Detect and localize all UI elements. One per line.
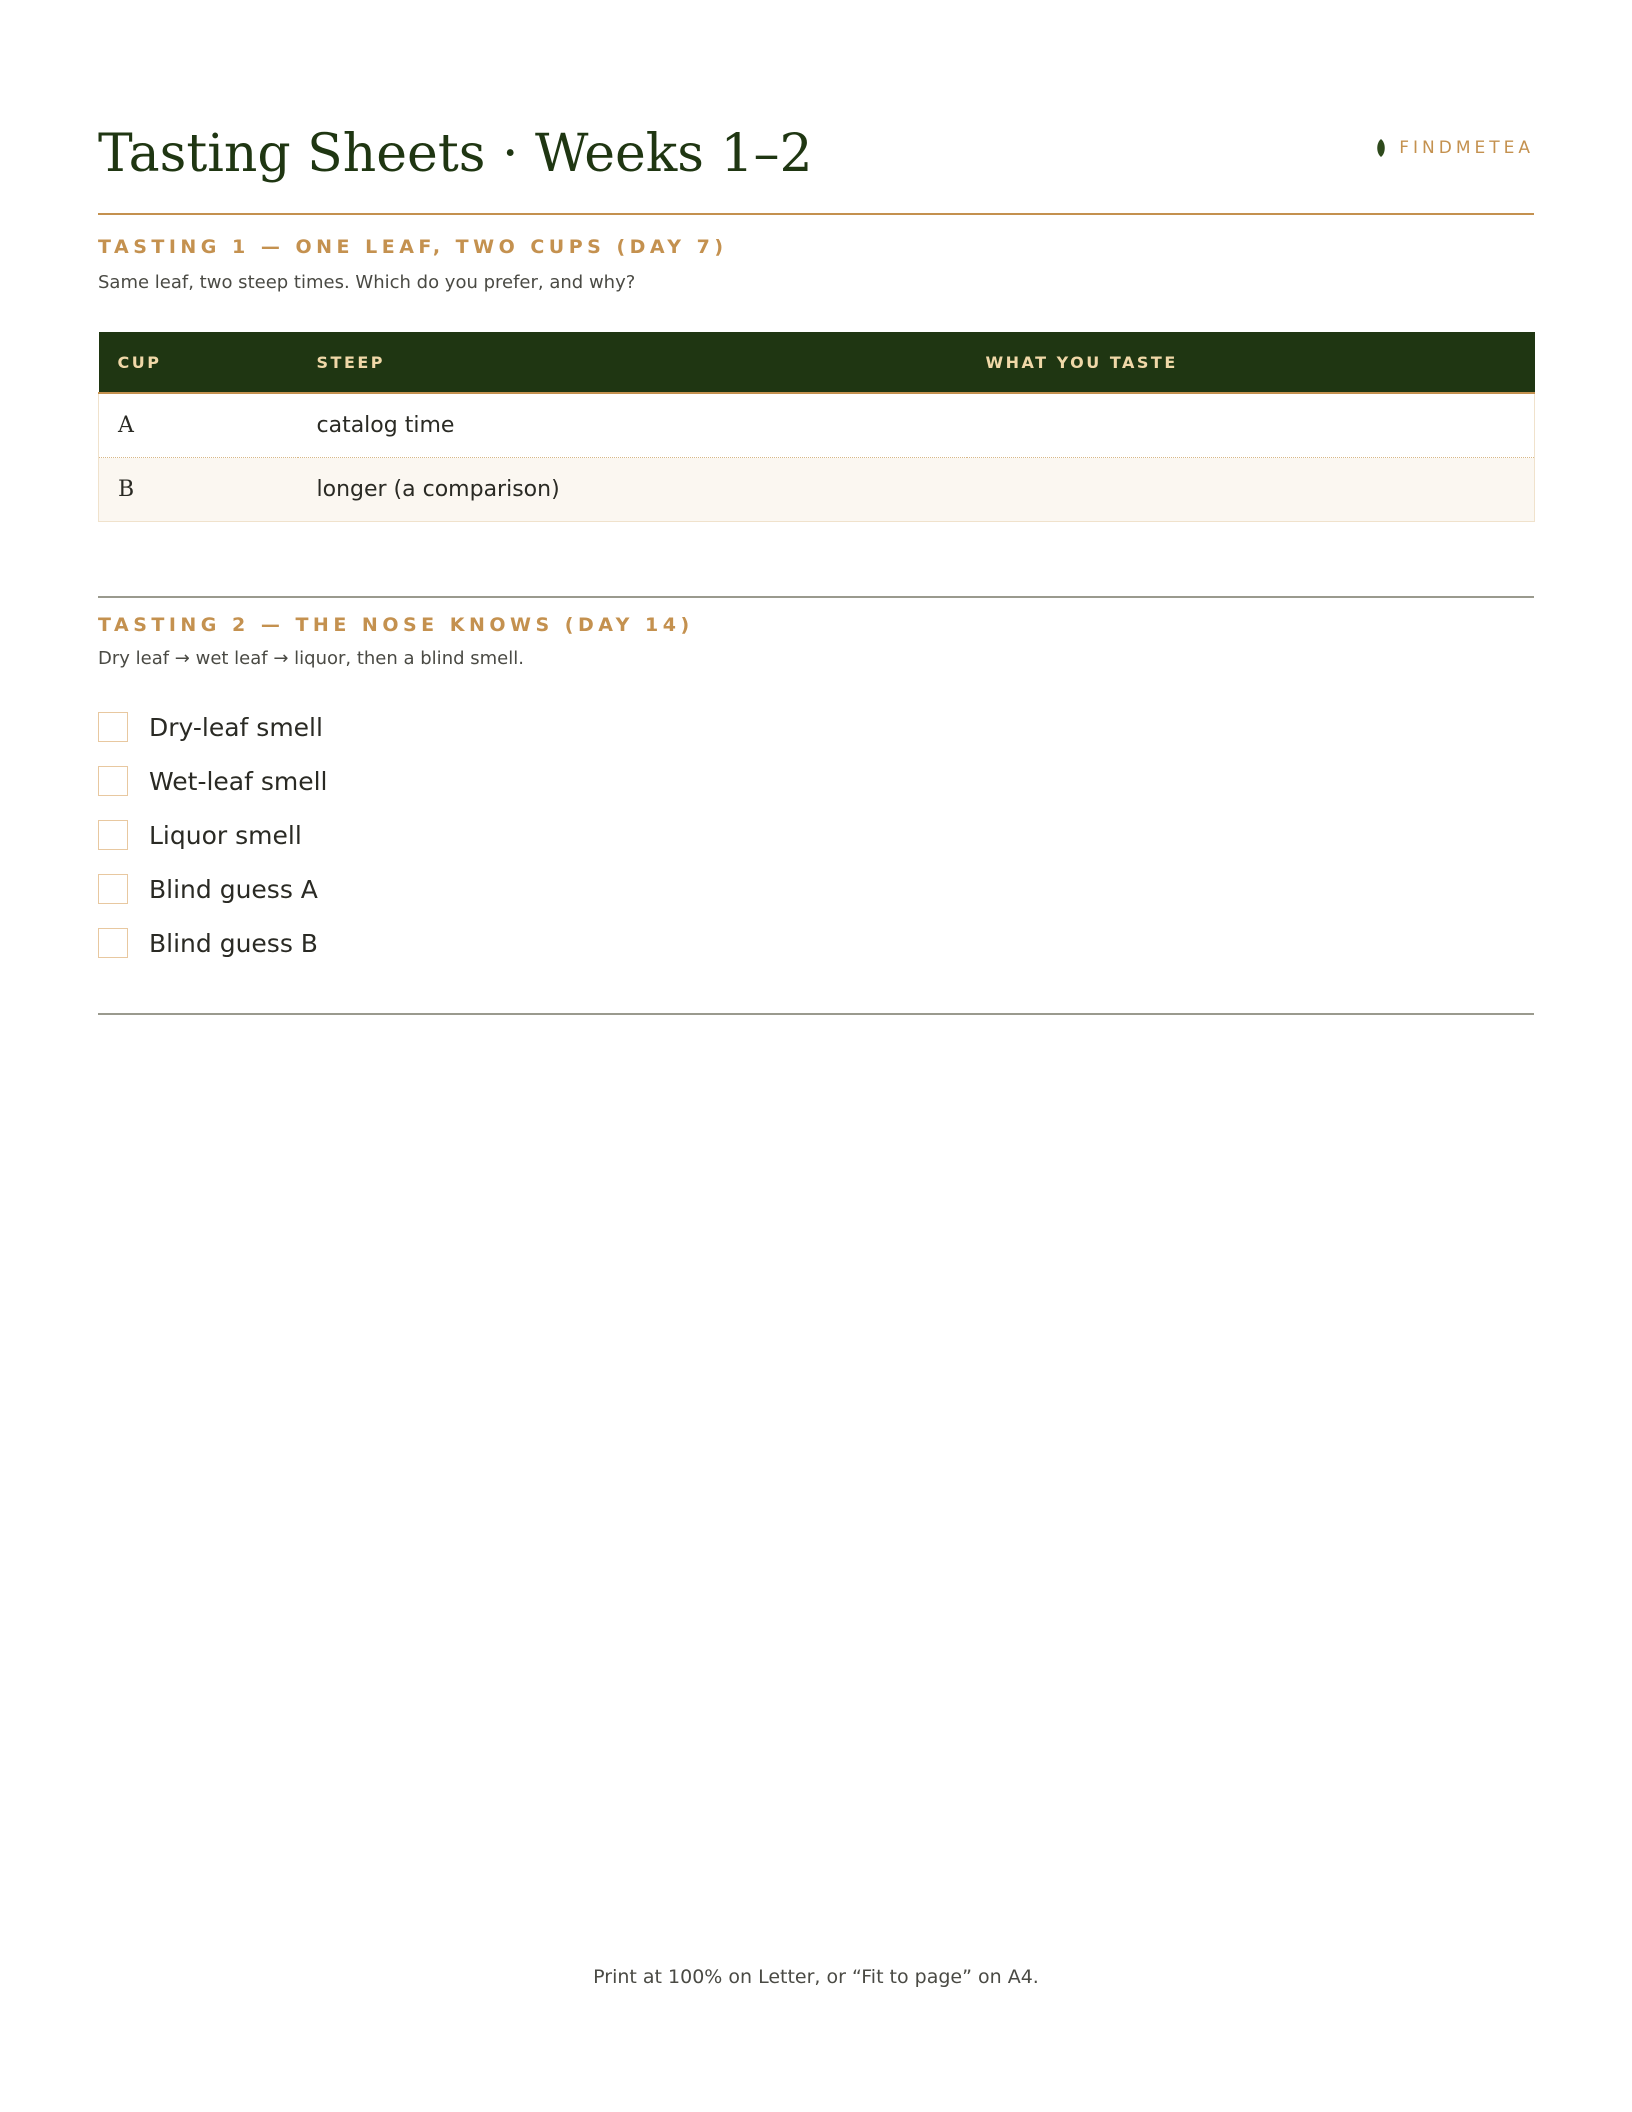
tasting-2-description: Dry leaf → wet leaf → liquor, then a blind smell. bbox=[98, 648, 524, 669]
steep-cell: longer (a comparison) bbox=[298, 458, 967, 522]
checklist-label: Dry-leaf smell bbox=[149, 712, 323, 742]
leaf-icon bbox=[1375, 139, 1387, 157]
section-divider bbox=[98, 596, 1534, 598]
page-title: Tasting Sheets · Weeks 1–2 bbox=[98, 124, 813, 184]
checklist-label: Liquor smell bbox=[149, 820, 302, 850]
print-instructions: Print at 100% on Letter, or “Fit to page” on A4. bbox=[593, 1966, 1039, 1988]
checkbox[interactable] bbox=[98, 874, 128, 904]
tasting-1-table bbox=[98, 332, 1535, 522]
brand-mark bbox=[1375, 138, 1534, 158]
checkbox[interactable] bbox=[98, 766, 128, 796]
checkbox[interactable] bbox=[98, 820, 128, 850]
checklist-label: Wet-leaf smell bbox=[149, 766, 328, 796]
tasting-1-description: Same leaf, two steep times. Which do you prefer, and why? bbox=[98, 272, 636, 293]
cup-cell: A bbox=[99, 393, 298, 458]
column-header-what-you-taste: WHAT YOU TASTE bbox=[967, 332, 1535, 393]
list-item bbox=[98, 754, 328, 808]
column-header-cup: CUP bbox=[99, 332, 298, 393]
page-header bbox=[98, 118, 1534, 215]
section-divider bbox=[98, 1013, 1534, 1015]
checklist-label: Blind guess B bbox=[149, 928, 318, 958]
checkbox[interactable] bbox=[98, 712, 128, 742]
table-header-row bbox=[99, 332, 1535, 393]
table-row bbox=[99, 458, 1535, 522]
taste-notes-cell[interactable] bbox=[967, 458, 1535, 522]
list-item bbox=[98, 916, 328, 970]
checkbox[interactable] bbox=[98, 928, 128, 958]
list-item bbox=[98, 808, 328, 862]
tasting-1-title: TASTING 1 — ONE LEAF, TWO CUPS (DAY 7) bbox=[98, 236, 728, 258]
tasting-sheet-page bbox=[98, 0, 1534, 2112]
taste-notes-cell[interactable] bbox=[967, 393, 1535, 458]
checklist-label: Blind guess A bbox=[149, 874, 318, 904]
brand-name: FINDMETEA bbox=[1399, 138, 1534, 158]
cup-cell: B bbox=[99, 458, 298, 522]
tasting-2-title: TASTING 2 — THE NOSE KNOWS (DAY 14) bbox=[98, 614, 694, 636]
list-item bbox=[98, 700, 328, 754]
smell-checklist bbox=[98, 700, 328, 970]
steep-cell: catalog time bbox=[298, 393, 967, 458]
list-item bbox=[98, 862, 328, 916]
column-header-steep: STEEP bbox=[298, 332, 967, 393]
table-row bbox=[99, 393, 1535, 458]
